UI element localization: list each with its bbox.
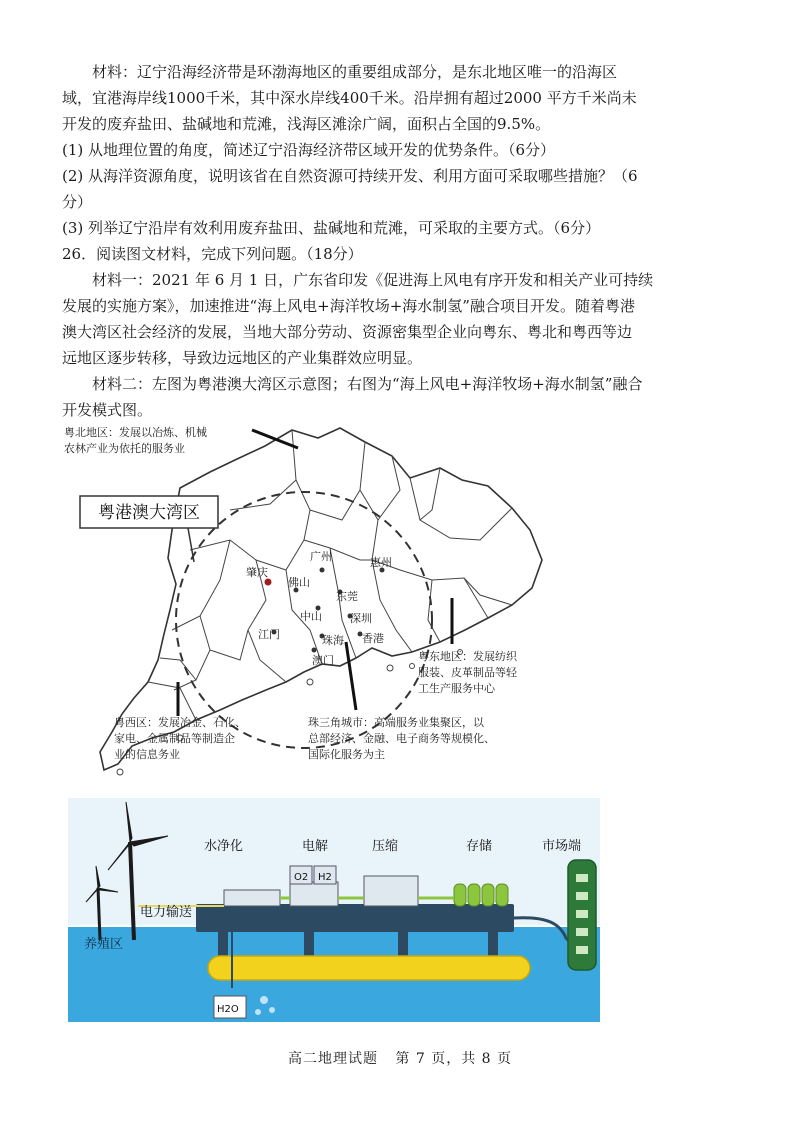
label-farming: 养殖区: [84, 937, 124, 952]
material-one: 材料一：2021 年 6 月 1 日，广东省印发《促进海上风电有序开发和相关产业可持续: [92, 271, 654, 289]
label-h2o: H2O: [217, 1004, 239, 1015]
prd-note: 珠三角城市：高端服务业集聚区，以: [308, 716, 484, 729]
water-purifier: [224, 890, 280, 906]
label-compress: 压缩: [372, 839, 399, 854]
material-two-cont: 开发模式图。: [62, 401, 153, 419]
fish-cage: [208, 956, 530, 980]
wind-hydrogen-diagram: [68, 798, 600, 1022]
question-26: 26．阅读图文材料，完成下列问题。（18分）: [62, 245, 363, 263]
gba-map: [60, 420, 580, 780]
city-macau: 澳门: [312, 654, 334, 667]
label-storage: 存储: [466, 839, 493, 854]
city-guangzhou: 广州: [310, 550, 332, 563]
city-zhongshan: 中山: [300, 610, 322, 623]
prd-note-cont: 国际化服务为主: [308, 748, 385, 761]
west-note: 粤西区：发展冶金、石化、: [114, 716, 246, 729]
label-electrolysis: 电解: [302, 839, 329, 854]
question-1: (1) 从地理位置的角度，简述辽宁沿海经济带区域开发的优势条件。（6分）: [62, 141, 556, 159]
city-zhaoqing: 肇庆: [246, 566, 268, 579]
label-power: 电力输送: [140, 905, 193, 920]
question-2-cont: 分）: [62, 193, 93, 211]
platform-deck: [196, 904, 514, 932]
city-zhuhai: 珠海: [322, 634, 344, 647]
east-note-cont: 工生产服务中心: [418, 682, 495, 695]
electrolyzer: [290, 882, 338, 906]
label-water-purify: 水净化: [204, 839, 244, 854]
footer-page-number: 第 7 页，共 8 页: [395, 1051, 513, 1067]
city-foshan: 佛山: [288, 576, 310, 589]
city-jiangmen: 江门: [258, 628, 280, 641]
city-hongkong: 香港: [362, 632, 384, 645]
zhaoqing-marker: [265, 579, 272, 586]
north-note: 粤北地区：发展以冶炼、机械: [64, 426, 207, 439]
prd-note-cont: 总部经济、金融、电子商务等规模化、: [308, 732, 495, 745]
question-3: (3) 列举辽宁沿岸有效利用废弃盐田、盐碱地和荒滩，可采取的主要方式。（6分）: [62, 219, 601, 237]
bay-label: 粤港澳大湾区: [98, 503, 200, 523]
label-market: 市场端: [542, 839, 582, 854]
material-text-line: 域，宜港海岸线1000千米，其中深水岸线400千米。沿岸拥有超过2000 平方千米尚未: [62, 89, 637, 107]
east-note-cont: 服装、皮革制品等轻: [418, 666, 517, 679]
east-note: 粤东地区：发展纺织: [418, 650, 517, 663]
city-huizhou: 惠州: [370, 556, 392, 569]
question-2: (2) 从海洋资源角度，说明该省在自然资源可持续开发、利用方面可采取哪些措施？（6: [62, 167, 638, 185]
west-note-cont: 家电、金属制品等制造企: [114, 732, 235, 745]
material-text-line: 材料：辽宁沿海经济带是环渤海地区的重要组成部分，是东北地区唯一的沿海区: [92, 63, 618, 81]
label-h2: H2: [318, 872, 332, 883]
material-one-cont: 远地区逐步转移，导致边远地区的产业集群效应明显。: [62, 349, 423, 367]
city-shenzhen: 深圳: [350, 612, 372, 625]
material-one-cont: 发展的实施方案》，加速推进“海上风电+海洋牧场+海水制氢”融合项目开发。随着粤港: [62, 297, 635, 315]
material-two: 材料二：左图为粤港澳大湾区示意图；右图为“海上风电+海洋牧场+海水制氢”融合: [92, 375, 643, 393]
footer-subject: 高二地理试题: [287, 1051, 378, 1067]
west-note-cont: 业的信息务业: [114, 748, 180, 761]
north-note-cont: 农林产业为依托的服务业: [64, 442, 185, 455]
label-o2: O2: [294, 872, 309, 883]
compressor: [364, 876, 418, 906]
material-text-line: 开发的废弃盐田、盐碱地和荒滩，浅海区滩涂广阔，面积占全国的9.5%。: [62, 115, 551, 133]
material-one-cont: 澳大湾区社会经济的发展，当地大部分劳动、资源密集型企业向粤东、粤北和粤西等边: [62, 323, 633, 341]
city-dongguan: 东莞: [336, 590, 358, 603]
page-footer: [0, 1048, 800, 1068]
